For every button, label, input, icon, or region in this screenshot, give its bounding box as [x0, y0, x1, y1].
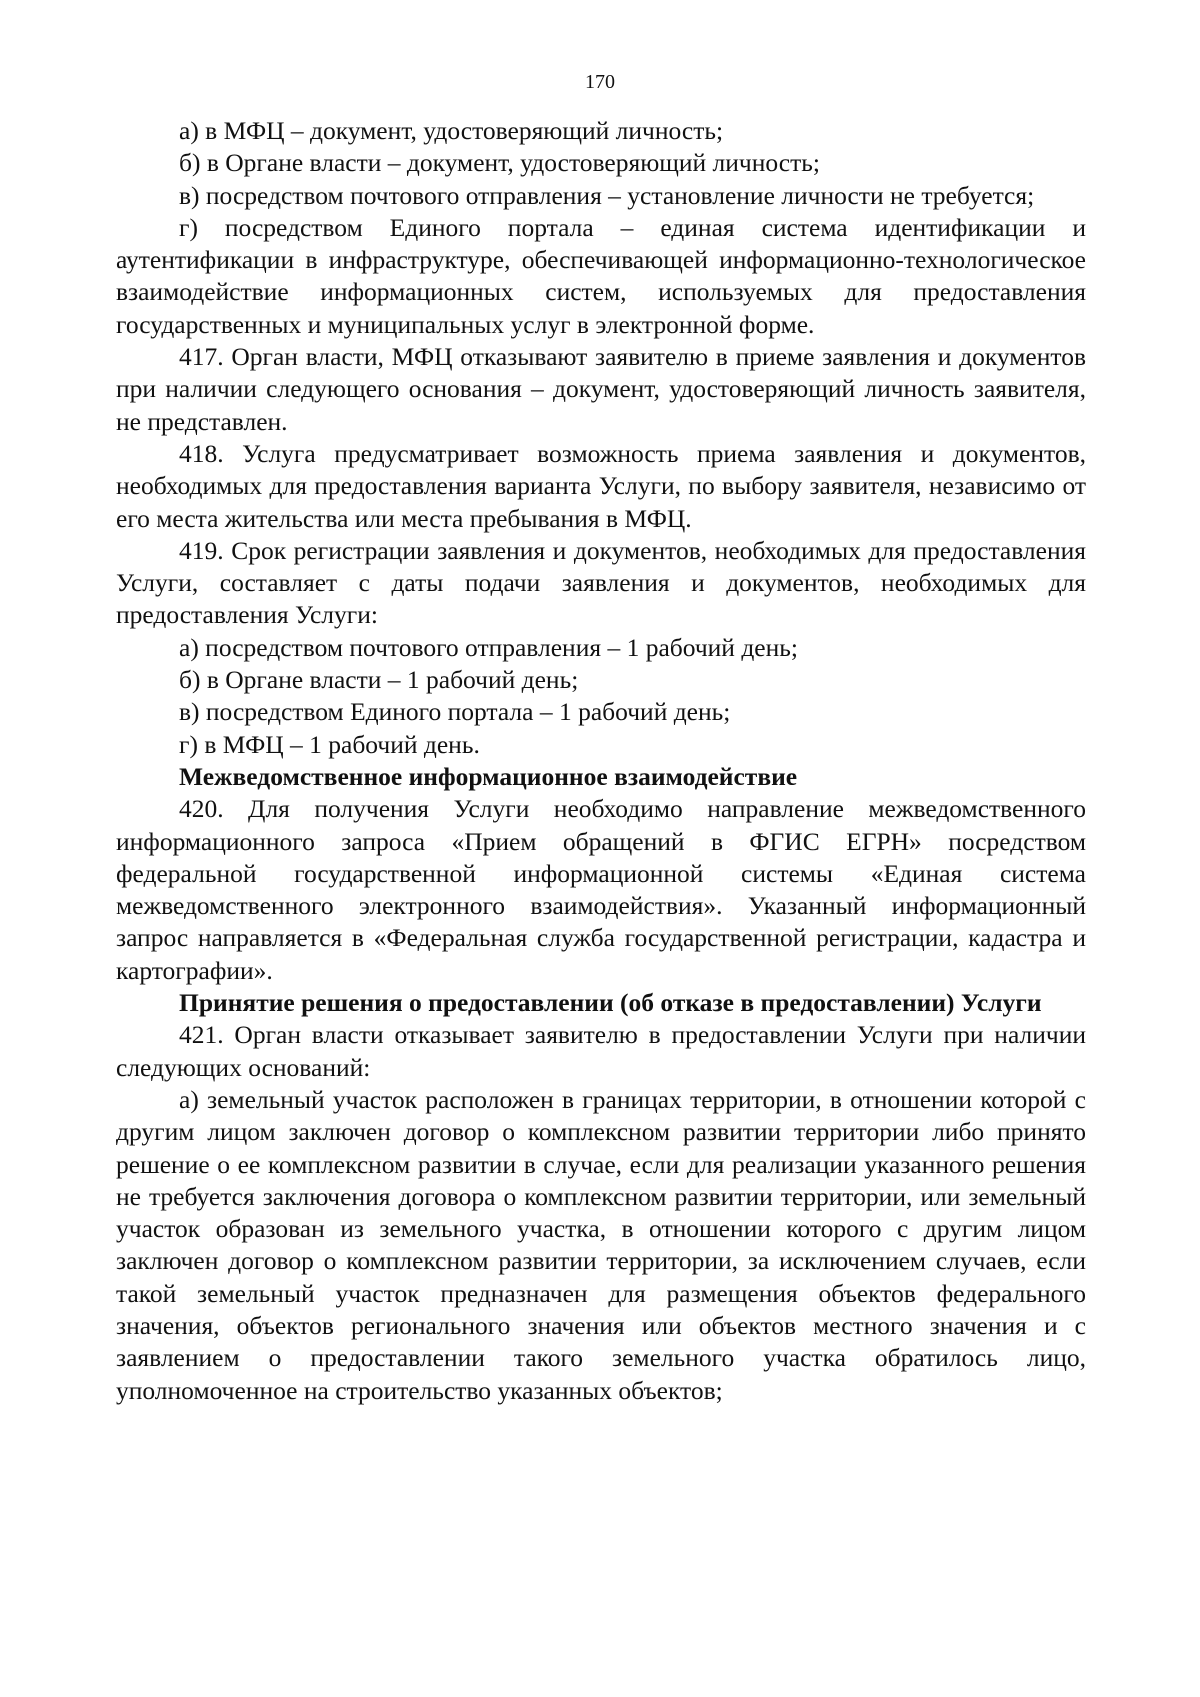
- document-body: [116, 115, 1086, 1407]
- paragraph: 420. Для получения Услуги необходимо направление межведомственного информационного запроса «Прием обращений в ФГИС ЕГРН» посредством федеральной государственной информационной системы «Единая система межведомственного электронного взаимодействия». Указанный информационный запрос направляется в «Федеральная служба государственной регистрации, кадастра и картографии».: [116, 794, 1086, 985]
- paragraph: а) земельный участок расположен в границах территории, в отношении которой с другим лицом заключен договор о комплексном развитии территории либо принято решение о ее комплексном развитии в случае, если для реализации указанного решения не требуется заключения договора о комплексном развитии территории, или земельный участок образован из земельного участка, в отношении которого с другим лицом заключен договор о комплексном развитии территории, за исключением случаев, если такой земельный участок предназначен для размещения объектов федерального значения, объектов регионального значения или объектов местного значения и с заявлением о предоставлении такого земельного участка обратилось лицо, уполномоченное на строительство указанных объектов;: [116, 1084, 1086, 1405]
- paragraph: б) в Органе власти – 1 рабочий день;: [179, 665, 579, 695]
- paragraph: 418. Услуга предусматривает возможность приема заявления и документов, необходимых для предоставления варианта Услуги, по выбору заявителя, независимо от его места жительства или места пребывания в МФЦ.: [116, 438, 1086, 533]
- page-number: 170: [585, 71, 615, 93]
- section-heading: Принятие решения о предоставлении (об отказе в предоставлении) Услуги: [179, 988, 1042, 1018]
- paragraph: а) в МФЦ – документ, удостоверяющий личность;: [179, 116, 724, 145]
- paragraph: б) в Органе власти – документ, удостоверяющий личность;: [179, 148, 820, 178]
- paragraph: а) посредством почтового отправления – 1 рабочий день;: [179, 632, 798, 662]
- paragraph: 419. Срок регистрации заявления и документов, необходимых для предоставления Услуги, составляет с даты подачи заявления и документов, необходимых для предоставления Услуги:: [116, 535, 1086, 630]
- paragraph: 421. Орган власти отказывает заявителю в предоставлении Услуги при наличии следующих оснований:: [116, 1020, 1086, 1082]
- paragraph: г) в МФЦ – 1 рабочий день.: [179, 729, 480, 759]
- section-heading: Межведомственное информационное взаимодействие: [179, 761, 798, 791]
- paragraph: в) посредством почтового отправления – установление личности не требуется;: [179, 180, 1035, 210]
- paragraph: в) посредством Единого портала – 1 рабочий день;: [179, 697, 731, 727]
- paragraph: 417. Орган власти, МФЦ отказывают заявителю в приеме заявления и документов при наличии следующего основания – документ, удостоверяющий личность заявителя, не представлен.: [116, 342, 1086, 436]
- paragraph: г) посредством Единого портала – единая система идентификации и аутентификации в инфраструктуре, обеспечивающей информационно-технологическое взаимодействие информационных систем, используемых для предоставления государственных и муниципальных услуг в электронной форме.: [116, 212, 1086, 339]
